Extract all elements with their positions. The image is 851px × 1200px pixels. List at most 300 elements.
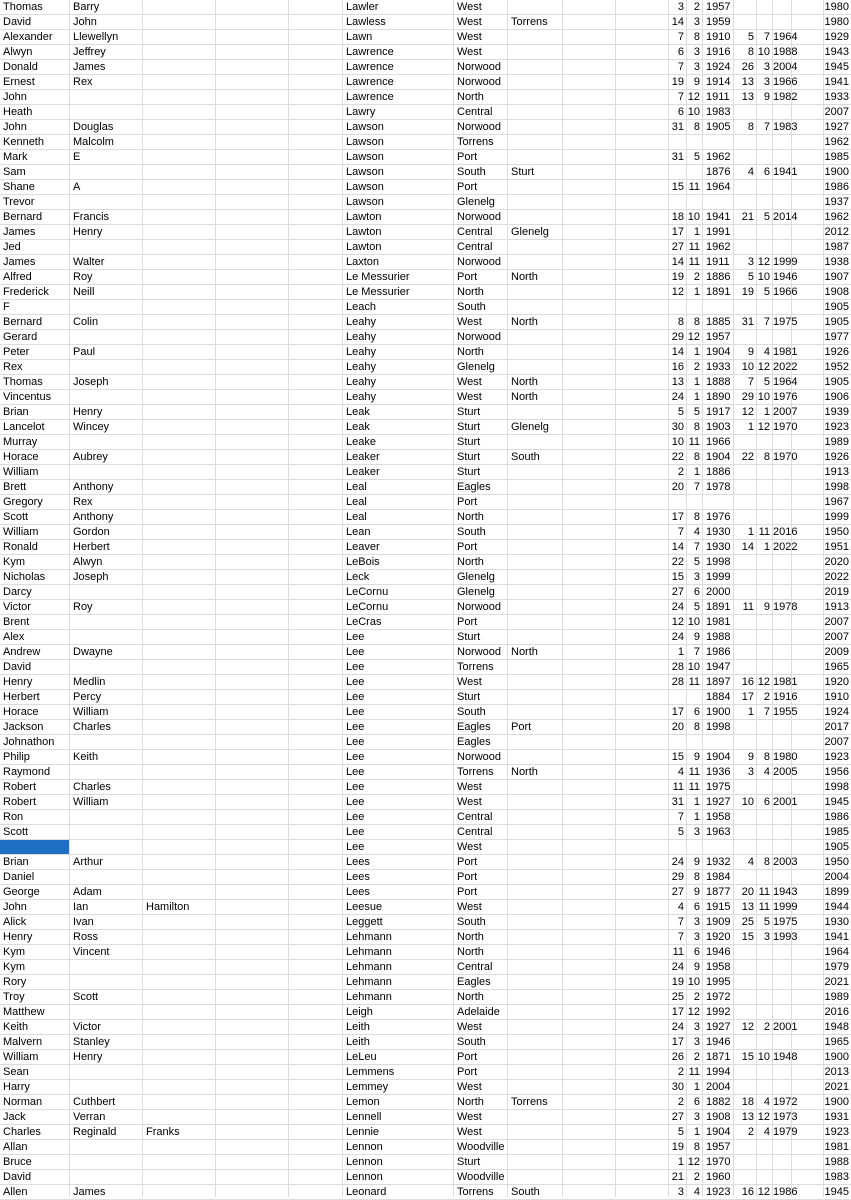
death-year-cell[interactable]	[773, 1080, 791, 1094]
birth-year-cell[interactable]: 1885	[706, 316, 731, 328]
death-day-cell[interactable]	[734, 495, 756, 509]
birth-month-cell[interactable]: 12	[687, 1156, 700, 1168]
club-cell[interactable]: North	[457, 931, 484, 943]
first-name-cell[interactable]: Bernard	[3, 211, 43, 223]
second-club-cell[interactable]	[508, 840, 562, 854]
club-cell[interactable]: Eagles	[457, 736, 491, 748]
birth-year-cell[interactable]: 1998	[706, 556, 731, 568]
birth-month-cell[interactable]: 10	[687, 106, 700, 118]
third-name-cell[interactable]	[143, 630, 215, 644]
birth-day-cell[interactable]: 20	[671, 721, 684, 733]
third-name-cell[interactable]	[143, 1140, 215, 1154]
surname-cell[interactable]: LeCornu	[346, 586, 389, 598]
club-cell[interactable]: Glenelg	[457, 586, 495, 598]
middle-name-cell[interactable]: Stanley	[73, 1036, 110, 1048]
birth-month-cell[interactable]: 9	[693, 631, 700, 643]
debut-year-cell[interactable]: 1943	[824, 46, 849, 58]
death-day-cell[interactable]	[734, 480, 756, 494]
middle-name-cell[interactable]	[70, 825, 142, 839]
birth-year-cell[interactable]: 1932	[706, 856, 731, 868]
second-club-cell[interactable]	[508, 855, 562, 869]
table-row[interactable]	[0, 720, 851, 735]
death-year-cell[interactable]: 1948	[773, 1051, 798, 1063]
birth-month-cell[interactable]: 7	[693, 541, 700, 553]
birth-year-cell[interactable]: 1964	[706, 181, 731, 193]
second-club-cell[interactable]	[508, 555, 562, 569]
middle-name-cell[interactable]	[70, 1140, 142, 1154]
third-name-cell[interactable]	[143, 30, 215, 44]
table-row[interactable]	[0, 1140, 851, 1155]
death-day-cell[interactable]	[734, 1035, 756, 1049]
table-row[interactable]	[0, 0, 851, 15]
table-row[interactable]	[0, 750, 851, 765]
club-cell[interactable]: West	[457, 901, 482, 913]
surname-cell[interactable]: Lee	[346, 706, 365, 718]
birth-day-cell[interactable]	[669, 690, 686, 704]
first-name-cell[interactable]: Victor	[3, 601, 31, 613]
debut-year-cell[interactable]: 1980	[824, 16, 849, 28]
second-club-cell[interactable]	[508, 135, 562, 149]
debut-year-cell[interactable]: 1941	[824, 931, 849, 943]
second-club-cell[interactable]: North	[511, 376, 538, 388]
birth-year-cell[interactable]: 1930	[706, 526, 731, 538]
birth-day-cell[interactable]: 5	[677, 826, 684, 838]
third-name-cell[interactable]	[143, 735, 215, 749]
table-row[interactable]	[0, 780, 851, 795]
club-cell[interactable]: Sturt	[457, 421, 481, 433]
death-year-cell[interactable]: 1981	[773, 676, 798, 688]
debut-year-cell[interactable]: 1905	[824, 316, 849, 328]
debut-year-cell[interactable]: 2019	[824, 586, 849, 598]
birth-day-cell[interactable]: 27	[671, 241, 684, 253]
birth-day-cell[interactable]	[669, 495, 686, 509]
club-cell[interactable]: South	[457, 166, 486, 178]
second-club-cell[interactable]	[508, 45, 562, 59]
third-name-cell[interactable]	[143, 645, 215, 659]
birth-month-cell[interactable]: 8	[693, 1141, 700, 1153]
birth-year-cell[interactable]: 1946	[706, 1036, 731, 1048]
middle-name-cell[interactable]: Anthony	[73, 511, 114, 523]
table-row[interactable]	[0, 1155, 851, 1170]
third-name-cell[interactable]	[143, 960, 215, 974]
birth-day-cell[interactable]: 17	[671, 1036, 684, 1048]
table-row[interactable]	[0, 150, 851, 165]
death-day-cell[interactable]	[734, 870, 756, 884]
birth-year-cell[interactable]: 1920	[706, 931, 731, 943]
debut-year-cell[interactable]: 1977	[824, 331, 849, 343]
club-cell[interactable]: Port	[457, 1066, 478, 1078]
table-row[interactable]	[0, 795, 851, 810]
third-name-cell[interactable]	[143, 1020, 215, 1034]
third-name-cell[interactable]	[143, 195, 215, 209]
birth-year-cell[interactable]: 1915	[706, 901, 731, 913]
middle-name-cell[interactable]: Henry	[73, 406, 103, 418]
club-cell[interactable]: Central	[457, 226, 493, 238]
middle-name-cell[interactable]	[70, 960, 142, 974]
third-name-cell[interactable]	[143, 825, 215, 839]
club-cell[interactable]: Central	[457, 961, 493, 973]
debut-year-cell[interactable]: 1964	[824, 946, 849, 958]
third-name-cell[interactable]	[143, 495, 215, 509]
death-month-cell[interactable]: 12	[757, 421, 770, 433]
first-name-cell[interactable]: Allen	[3, 1186, 28, 1198]
debut-year-cell[interactable]: 1985	[824, 151, 849, 163]
club-cell[interactable]: Port	[457, 151, 478, 163]
surname-cell[interactable]: Lee	[346, 781, 365, 793]
table-row[interactable]	[0, 450, 851, 465]
birth-month-cell[interactable]: 1	[693, 796, 700, 808]
first-name-cell[interactable]: James	[3, 226, 36, 238]
death-month-cell[interactable]	[757, 1155, 772, 1169]
club-cell[interactable]: Sturt	[457, 631, 481, 643]
debut-year-cell[interactable]: 1930	[824, 916, 849, 928]
death-month-cell[interactable]	[757, 435, 772, 449]
surname-cell[interactable]: Lehmann	[346, 976, 392, 988]
middle-name-cell[interactable]: Jeffrey	[73, 46, 106, 58]
third-name-cell[interactable]	[143, 1155, 215, 1169]
death-year-cell[interactable]: 1983	[773, 121, 798, 133]
first-name-cell[interactable]: Raymond	[3, 766, 51, 778]
second-club-cell[interactable]: North	[511, 316, 538, 328]
middle-name-cell[interactable]	[70, 840, 142, 854]
surname-cell[interactable]: LeLeu	[346, 1051, 377, 1063]
death-day-cell[interactable]: 13	[741, 91, 754, 103]
birth-day-cell[interactable]: 5	[677, 406, 684, 418]
birth-day-cell[interactable]: 12	[671, 616, 684, 628]
birth-month-cell[interactable]	[687, 840, 702, 854]
death-month-cell[interactable]: 10	[757, 1051, 770, 1063]
club-cell[interactable]: South	[457, 301, 486, 313]
first-name-cell[interactable]: Ronald	[3, 541, 38, 553]
death-month-cell[interactable]	[757, 825, 772, 839]
death-day-cell[interactable]	[734, 510, 756, 524]
first-name-cell[interactable]: Sean	[3, 1066, 29, 1078]
birth-month-cell[interactable]: 4	[693, 1186, 700, 1198]
table-row[interactable]	[0, 555, 851, 570]
death-day-cell[interactable]	[734, 660, 756, 674]
birth-month-cell[interactable]: 6	[693, 901, 700, 913]
birth-day-cell[interactable]: 21	[671, 1171, 684, 1183]
birth-month-cell[interactable]: 3	[693, 916, 700, 928]
birth-month-cell[interactable]: 9	[693, 856, 700, 868]
birth-day-cell[interactable]: 14	[671, 16, 684, 28]
death-day-cell[interactable]: 13	[741, 76, 754, 88]
birth-month-cell[interactable]: 3	[693, 931, 700, 943]
birth-month-cell[interactable]: 2	[693, 361, 700, 373]
birth-year-cell[interactable]: 1958	[706, 961, 731, 973]
birth-month-cell[interactable]: 8	[693, 316, 700, 328]
table-row[interactable]	[0, 360, 851, 375]
birth-year-cell[interactable]: 1995	[706, 976, 731, 988]
death-month-cell[interactable]	[757, 15, 772, 29]
death-year-cell[interactable]	[773, 0, 791, 14]
middle-name-cell[interactable]: Francis	[73, 211, 110, 223]
birth-year-cell[interactable]: 1927	[706, 796, 731, 808]
debut-year-cell[interactable]: 1948	[824, 1021, 849, 1033]
death-year-cell[interactable]: 1946	[773, 271, 798, 283]
birth-year-cell[interactable]: 1962	[706, 241, 731, 253]
middle-name-cell[interactable]: Medlin	[73, 676, 106, 688]
third-name-cell[interactable]	[143, 1185, 215, 1199]
death-month-cell[interactable]: 5	[763, 376, 770, 388]
death-day-cell[interactable]	[734, 180, 756, 194]
surname-cell[interactable]: Lee	[346, 631, 365, 643]
middle-name-cell[interactable]: James	[73, 1186, 106, 1198]
third-name-cell[interactable]	[143, 420, 215, 434]
second-club-cell[interactable]	[508, 570, 562, 584]
death-day-cell[interactable]: 5	[747, 31, 754, 43]
surname-cell[interactable]: Leal	[346, 481, 367, 493]
club-cell[interactable]: Sturt	[457, 436, 481, 448]
birth-day-cell[interactable]: 31	[671, 121, 684, 133]
birth-day-cell[interactable]: 11	[672, 781, 684, 793]
birth-month-cell[interactable]	[687, 300, 702, 314]
death-year-cell[interactable]: 1916	[773, 691, 798, 703]
death-month-cell[interactable]: 1	[763, 406, 770, 418]
second-club-cell[interactable]	[508, 540, 562, 554]
first-name-cell[interactable]: Harry	[3, 1081, 30, 1093]
death-day-cell[interactable]: 3	[747, 256, 754, 268]
first-name-cell[interactable]: Ron	[3, 811, 24, 823]
death-day-cell[interactable]: 8	[747, 121, 754, 133]
middle-name-cell[interactable]: Rex	[73, 76, 93, 88]
death-day-cell[interactable]: 15	[741, 931, 754, 943]
surname-cell[interactable]: Lennon	[346, 1156, 383, 1168]
club-cell[interactable]: North	[457, 991, 484, 1003]
second-club-cell[interactable]: Glenelg	[511, 421, 549, 433]
death-month-cell[interactable]	[757, 585, 772, 599]
first-name-cell[interactable]: Jack	[3, 1111, 26, 1123]
birth-year-cell[interactable]: 1911	[706, 91, 730, 103]
surname-cell[interactable]: Leaker	[346, 451, 380, 463]
club-cell[interactable]: South	[457, 706, 486, 718]
first-name-cell[interactable]: Frederick	[3, 286, 49, 298]
death-year-cell[interactable]: 1964	[773, 376, 798, 388]
birth-month-cell[interactable]: 9	[693, 961, 700, 973]
birth-year-cell[interactable]: 1916	[706, 46, 731, 58]
birth-year-cell[interactable]	[703, 735, 733, 749]
table-row[interactable]	[0, 165, 851, 180]
debut-year-cell[interactable]: 1938	[824, 256, 849, 268]
birth-month-cell[interactable]: 5	[693, 151, 700, 163]
surname-cell[interactable]: Lawton	[346, 241, 382, 253]
death-day-cell[interactable]: 26	[741, 61, 754, 73]
first-name-cell[interactable]: Brian	[3, 406, 29, 418]
surname-cell[interactable]: Lee	[346, 811, 365, 823]
birth-day-cell[interactable]: 22	[671, 556, 684, 568]
surname-cell[interactable]: Lehmann	[346, 991, 392, 1003]
club-cell[interactable]: Sturt	[457, 466, 481, 478]
birth-year-cell[interactable]: 1924	[706, 61, 731, 73]
birth-day-cell[interactable]: 28	[671, 676, 684, 688]
table-row[interactable]	[0, 525, 851, 540]
birth-day-cell[interactable]: 4	[677, 766, 684, 778]
death-month-cell[interactable]: 11	[758, 886, 770, 898]
first-name-cell[interactable]: Kym	[3, 961, 25, 973]
birth-year-cell[interactable]: 1962	[706, 151, 731, 163]
surname-cell[interactable]: Leith	[346, 1021, 370, 1033]
birth-year-cell[interactable]: 1914	[706, 76, 731, 88]
death-month-cell[interactable]: 7	[763, 121, 770, 133]
second-club-cell[interactable]	[508, 330, 562, 344]
third-name-cell[interactable]	[143, 930, 215, 944]
death-day-cell[interactable]	[734, 1080, 756, 1094]
table-row[interactable]	[0, 1110, 851, 1125]
first-name-cell[interactable]: Daniel	[3, 871, 35, 883]
club-cell[interactable]: Port	[457, 541, 478, 553]
birth-year-cell[interactable]: 1930	[706, 541, 731, 553]
debut-year-cell[interactable]: 1933	[824, 91, 849, 103]
birth-day-cell[interactable]: 31	[671, 151, 684, 163]
third-name-cell[interactable]	[143, 180, 215, 194]
birth-day-cell[interactable]: 18	[671, 211, 684, 223]
third-name-cell[interactable]	[143, 60, 215, 74]
death-day-cell[interactable]	[734, 555, 756, 569]
middle-name-cell[interactable]	[70, 435, 142, 449]
table-row[interactable]	[0, 60, 851, 75]
birth-day-cell[interactable]: 19	[671, 976, 684, 988]
death-day-cell[interactable]	[734, 780, 756, 794]
club-cell[interactable]: South	[457, 526, 486, 538]
table-row[interactable]	[0, 15, 851, 30]
middle-name-cell[interactable]: Rex	[73, 496, 93, 508]
surname-cell[interactable]: Lee	[346, 796, 365, 808]
second-club-cell[interactable]	[508, 1140, 562, 1154]
birth-day-cell[interactable]: 27	[671, 586, 684, 598]
middle-name-cell[interactable]: Colin	[73, 316, 99, 328]
surname-cell[interactable]: Lee	[346, 661, 365, 673]
third-name-cell[interactable]	[143, 540, 215, 554]
middle-name-cell[interactable]: James	[73, 61, 106, 73]
surname-cell[interactable]: Lennell	[346, 1111, 382, 1123]
birth-year-cell[interactable]: 1966	[706, 436, 731, 448]
birth-month-cell[interactable]: 3	[693, 1021, 700, 1033]
middle-name-cell[interactable]: Alwyn	[73, 556, 103, 568]
birth-year-cell[interactable]: 2000	[706, 586, 731, 598]
middle-name-cell[interactable]	[70, 615, 142, 629]
middle-name-cell[interactable]	[70, 1170, 142, 1184]
third-name-cell[interactable]	[143, 165, 215, 179]
death-month-cell[interactable]: 8	[763, 451, 770, 463]
surname-cell[interactable]: Lee	[346, 676, 365, 688]
death-year-cell[interactable]	[773, 720, 791, 734]
debut-year-cell[interactable]: 1929	[824, 31, 849, 43]
death-year-cell[interactable]: 2001	[773, 1021, 798, 1033]
birth-year-cell[interactable]: 1947	[706, 661, 731, 673]
middle-name-cell[interactable]: A	[73, 181, 81, 193]
second-club-cell[interactable]	[508, 510, 562, 524]
death-day-cell[interactable]	[734, 1140, 756, 1154]
surname-cell[interactable]: Lean	[346, 526, 371, 538]
debut-year-cell[interactable]: 1900	[824, 1051, 849, 1063]
birth-day-cell[interactable]: 17	[671, 1006, 684, 1018]
debut-year-cell[interactable]: 1952	[824, 361, 849, 373]
birth-day-cell[interactable]: 17	[671, 226, 684, 238]
birth-year-cell[interactable]: 1999	[706, 571, 731, 583]
debut-year-cell[interactable]: 1923	[824, 751, 849, 763]
debut-year-cell[interactable]: 1905	[824, 301, 849, 313]
table-row[interactable]	[0, 495, 851, 510]
birth-month-cell[interactable]: 4	[693, 526, 700, 538]
death-month-cell[interactable]	[757, 1170, 772, 1184]
birth-month-cell[interactable]: 3	[693, 1111, 700, 1123]
club-cell[interactable]: West	[457, 391, 482, 403]
middle-name-cell[interactable]: Percy	[73, 691, 102, 703]
club-cell[interactable]: Woodville	[457, 1141, 505, 1153]
table-row[interactable]	[0, 75, 851, 90]
death-month-cell[interactable]	[757, 0, 772, 14]
death-day-cell[interactable]: 5	[747, 271, 754, 283]
third-name-cell[interactable]	[143, 525, 215, 539]
third-name-cell[interactable]	[143, 90, 215, 104]
debut-year-cell[interactable]: 2017	[824, 721, 849, 733]
third-name-cell[interactable]	[143, 1095, 215, 1109]
middle-name-cell[interactable]: Wincey	[73, 421, 110, 433]
death-day-cell[interactable]	[734, 975, 756, 989]
third-name-cell[interactable]	[143, 15, 215, 29]
second-club-cell[interactable]	[508, 825, 562, 839]
middle-name-cell[interactable]: Verran	[73, 1111, 106, 1123]
debut-year-cell[interactable]: 1941	[824, 76, 849, 88]
birth-year-cell[interactable]: 1981	[706, 616, 731, 628]
first-name-cell[interactable]: Thomas	[3, 1, 43, 13]
second-club-cell[interactable]	[508, 285, 562, 299]
club-cell[interactable]: Eagles	[457, 976, 491, 988]
middle-name-cell[interactable]: Ian	[73, 901, 89, 913]
first-name-cell[interactable]: F	[3, 301, 10, 313]
death-day-cell[interactable]: 7	[747, 376, 754, 388]
death-year-cell[interactable]	[773, 1170, 791, 1184]
debut-year-cell[interactable]: 1907	[824, 271, 849, 283]
club-cell[interactable]: Port	[457, 271, 478, 283]
surname-cell[interactable]: Leak	[346, 406, 370, 418]
second-club-cell[interactable]	[508, 1170, 562, 1184]
birth-day-cell[interactable]: 15	[671, 571, 684, 583]
death-month-cell[interactable]	[757, 810, 772, 824]
club-cell[interactable]: Sturt	[457, 406, 481, 418]
death-year-cell[interactable]: 2003	[773, 856, 798, 868]
middle-name-cell[interactable]	[70, 810, 142, 824]
middle-name-cell[interactable]	[70, 630, 142, 644]
surname-cell[interactable]: Leahy	[346, 331, 376, 343]
birth-year-cell[interactable]: 1897	[706, 676, 731, 688]
death-day-cell[interactable]	[734, 240, 756, 254]
first-name-cell[interactable]: Robert	[3, 796, 37, 808]
club-cell[interactable]: Norwood	[457, 601, 502, 613]
surname-cell[interactable]: Lawson	[346, 181, 384, 193]
second-club-cell[interactable]	[508, 105, 562, 119]
death-day-cell[interactable]: 10	[741, 361, 754, 373]
birth-day-cell[interactable]: 1	[677, 1156, 684, 1168]
birth-year-cell[interactable]	[703, 300, 733, 314]
middle-name-cell[interactable]: Charles	[73, 721, 111, 733]
table-row[interactable]	[0, 540, 851, 555]
debut-year-cell[interactable]: 1945	[824, 796, 849, 808]
first-name-cell[interactable]: Scott	[3, 511, 29, 523]
club-cell[interactable]: Torrens	[457, 136, 494, 148]
death-year-cell[interactable]: 1999	[773, 901, 798, 913]
debut-year-cell[interactable]: 2009	[824, 646, 849, 658]
table-row[interactable]	[0, 705, 851, 720]
birth-day-cell[interactable]	[669, 135, 686, 149]
club-cell[interactable]: Norwood	[457, 121, 502, 133]
birth-day-cell[interactable]: 7	[677, 931, 684, 943]
death-day-cell[interactable]	[734, 105, 756, 119]
debut-year-cell[interactable]: 1937	[824, 196, 849, 208]
second-club-cell[interactable]: North	[511, 271, 538, 283]
birth-month-cell[interactable]: 8	[693, 511, 700, 523]
table-row[interactable]	[0, 180, 851, 195]
